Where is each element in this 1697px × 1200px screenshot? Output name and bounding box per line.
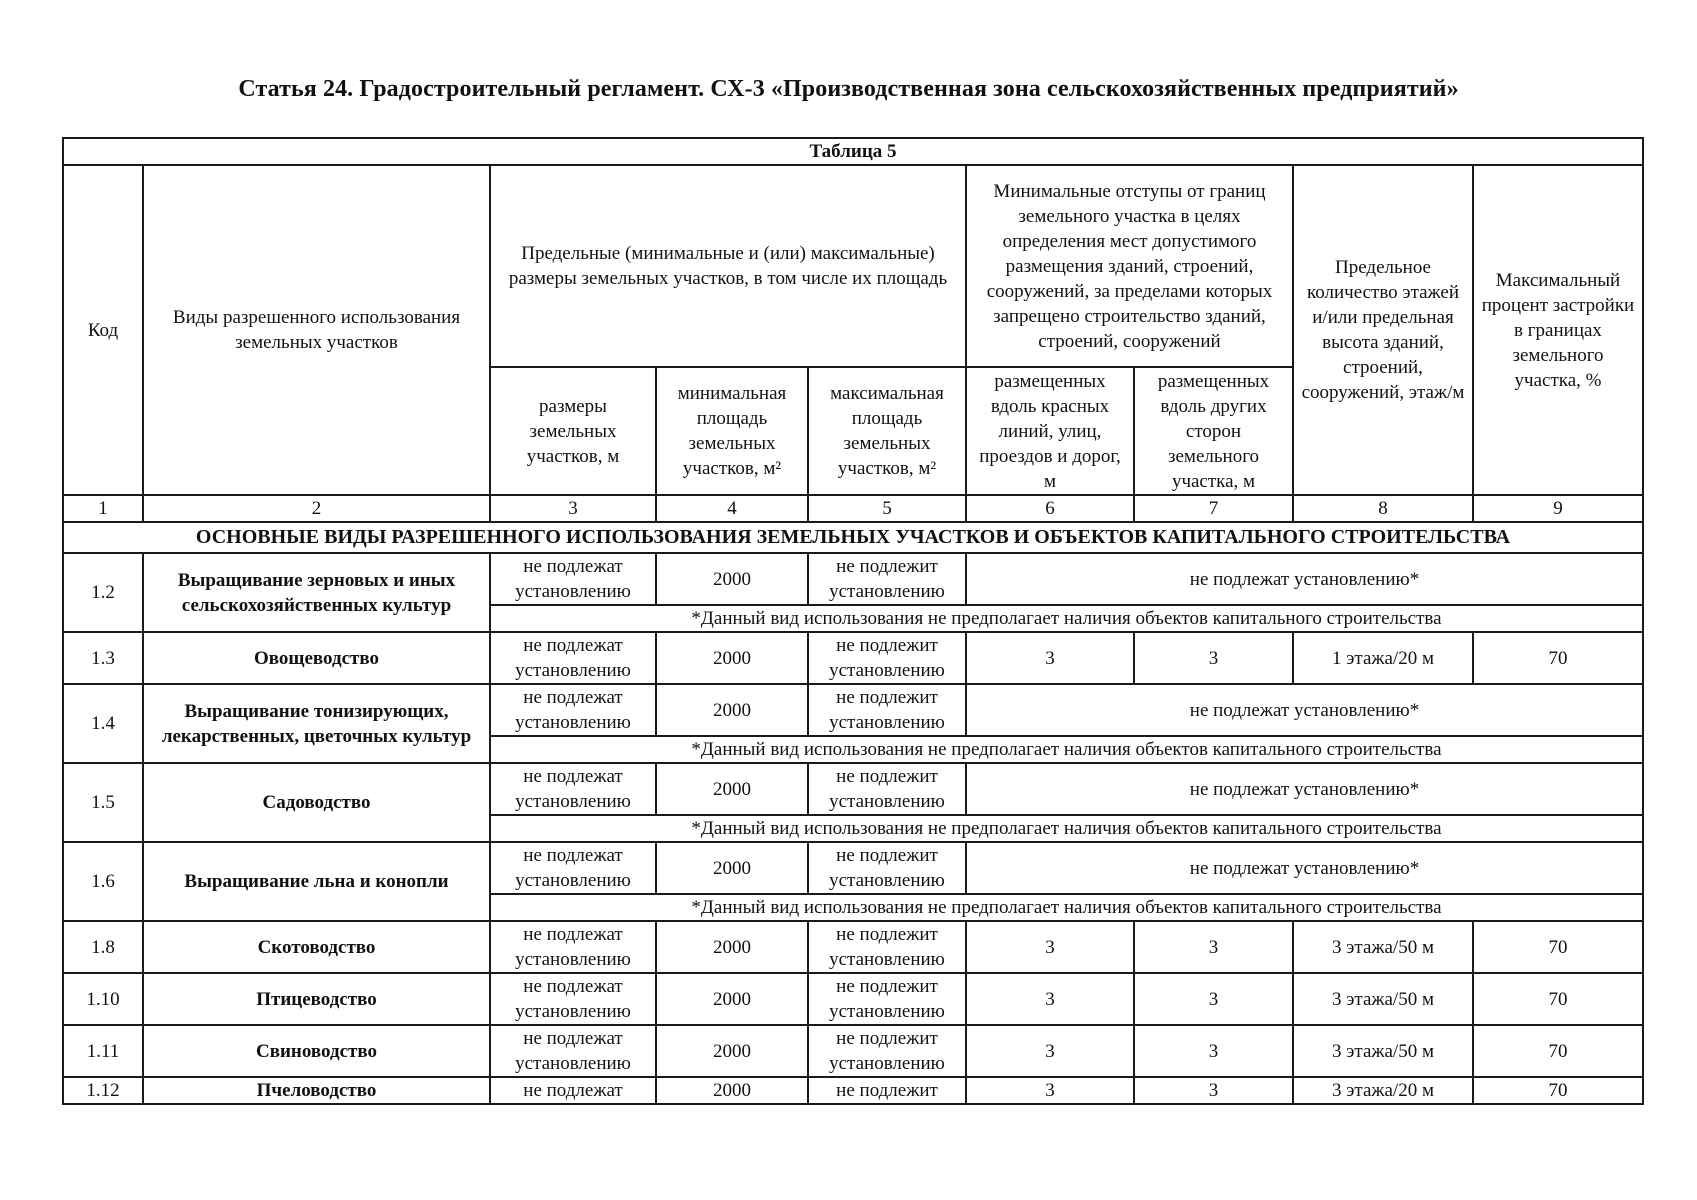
row-use-name: Пчеловодство <box>143 1077 490 1104</box>
plot-size-value: не подлежат установлению <box>490 684 656 736</box>
max-area-value: не подлежит <box>808 1077 966 1104</box>
plot-size-value: не подлежат установлению <box>490 842 656 894</box>
plot-size-value: не подлежат установлению <box>490 553 656 605</box>
setback-other-value: 3 <box>1134 921 1293 973</box>
row-note: *Данный вид использования не предполагает наличия объектов капитального строительства <box>490 736 1643 763</box>
min-area-value: 2000 <box>656 921 808 973</box>
merged-parameters: не подлежат установлению* <box>966 763 1643 815</box>
max-area-value: не подлежит установлению <box>808 632 966 684</box>
header-plot-size: размеры земельных участков, м <box>490 367 656 495</box>
max-area-value: не подлежит установлению <box>808 921 966 973</box>
row-note: *Данный вид использования не предполагает наличия объектов капитального строительства <box>490 815 1643 842</box>
header-code: Код <box>63 165 143 495</box>
column-number: 1 <box>63 495 143 522</box>
row-use-name: Птицеводство <box>143 973 490 1025</box>
coverage-value: 70 <box>1473 921 1643 973</box>
section-heading: ОСНОВНЫЕ ВИДЫ РАЗРЕШЕННОГО ИСПОЛЬЗОВАНИЯ ЗЕМЕЛЬНЫХ УЧАСТКОВ И ОБЪЕКТОВ КАПИТАЛЬНОГО СТРОИТЕЛЬСТВА <box>63 522 1643 553</box>
header-setback-other: размещенных вдоль других сторон земельного участка, м <box>1134 367 1293 495</box>
row-code: 1.10 <box>63 973 143 1025</box>
setback-other-value: 3 <box>1134 973 1293 1025</box>
setback-red-value: 3 <box>966 973 1134 1025</box>
max-area-value: не подлежит установлению <box>808 763 966 815</box>
row-code: 1.3 <box>63 632 143 684</box>
setback-red-value: 3 <box>966 1025 1134 1077</box>
row-code: 1.11 <box>63 1025 143 1077</box>
max-area-value: не подлежит установлению <box>808 684 966 736</box>
min-area-value: 2000 <box>656 632 808 684</box>
header-coverage: Максимальный процент застройки в границах земельного участка, % <box>1473 165 1643 495</box>
merged-parameters: не подлежат установлению* <box>966 684 1643 736</box>
plot-size-value: не подлежат установлению <box>490 921 656 973</box>
header-use: Виды разрешенного использования земельных участков <box>143 165 490 495</box>
floors-value: 3 этажа/50 м <box>1293 1025 1473 1077</box>
plot-size-value: не подлежат установлению <box>490 973 656 1025</box>
row-use-name: Выращивание зерновых и иных сельскохозяйственных культур <box>143 553 490 632</box>
min-area-value: 2000 <box>656 763 808 815</box>
max-area-value: не подлежит установлению <box>808 1025 966 1077</box>
coverage-value: 70 <box>1473 1077 1643 1104</box>
plot-size-value: не подлежат установлению <box>490 1025 656 1077</box>
row-use-name: Выращивание льна и конопли <box>143 842 490 921</box>
setback-red-value: 3 <box>966 921 1134 973</box>
floors-value: 3 этажа/50 м <box>1293 973 1473 1025</box>
row-note: *Данный вид использования не предполагает наличия объектов капитального строительства <box>490 894 1643 921</box>
floors-value: 3 этажа/50 м <box>1293 921 1473 973</box>
min-area-value: 2000 <box>656 1025 808 1077</box>
row-use-name: Свиноводство <box>143 1025 490 1077</box>
setback-other-value: 3 <box>1134 1025 1293 1077</box>
setback-other-value: 3 <box>1134 1077 1293 1104</box>
min-area-value: 2000 <box>656 973 808 1025</box>
plot-size-value: не подлежат установлению <box>490 763 656 815</box>
row-code: 1.2 <box>63 553 143 632</box>
header-min-area: минимальная площадь земельных участков, м² <box>656 367 808 495</box>
header-setback-group: Минимальные отступы от границ земельного участка в целях определения мест допустимого размещения зданий, строений, сооружений, за пределами которых запрещено строительство зданий, строений, сооружений <box>966 165 1293 367</box>
table-caption: Таблица 5 <box>63 138 1643 165</box>
page-title: Статья 24. Градостроительный регламент. СХ-3 «Производственная зона сельскохозяйственных предприятий» <box>238 76 1459 102</box>
min-area-value: 2000 <box>656 684 808 736</box>
max-area-value: не подлежит установлению <box>808 842 966 894</box>
coverage-value: 70 <box>1473 973 1643 1025</box>
floors-value: 3 этажа/20 м <box>1293 1077 1473 1104</box>
column-number: 7 <box>1134 495 1293 522</box>
plot-size-value: не подлежат установлению <box>490 632 656 684</box>
floors-value: 1 этажа/20 м <box>1293 632 1473 684</box>
row-note: *Данный вид использования не предполагает наличия объектов капитального строительства <box>490 605 1643 632</box>
column-number: 9 <box>1473 495 1643 522</box>
row-code: 1.6 <box>63 842 143 921</box>
setback-other-value: 3 <box>1134 632 1293 684</box>
merged-parameters: не подлежат установлению* <box>966 842 1643 894</box>
min-area-value: 2000 <box>656 842 808 894</box>
row-use-name: Овощеводство <box>143 632 490 684</box>
coverage-value: 70 <box>1473 632 1643 684</box>
header-max-area: максимальная площадь земельных участков, м² <box>808 367 966 495</box>
header-setback-red: размещенных вдоль красных линий, улиц, проездов и дорог, м <box>966 367 1134 495</box>
row-use-name: Выращивание тонизирующих, лекарственных, цветочных культур <box>143 684 490 763</box>
column-number: 3 <box>490 495 656 522</box>
setback-red-value: 3 <box>966 632 1134 684</box>
min-area-value: 2000 <box>656 553 808 605</box>
merged-parameters: не подлежат установлению* <box>966 553 1643 605</box>
column-number: 2 <box>143 495 490 522</box>
max-area-value: не подлежит установлению <box>808 553 966 605</box>
row-use-name: Садоводство <box>143 763 490 842</box>
header-floors: Предельное количество этажей и/или предельная высота зданий, строений, сооружений, этаж/м <box>1293 165 1473 495</box>
row-code: 1.4 <box>63 684 143 763</box>
min-area-value: 2000 <box>656 1077 808 1104</box>
row-use-name: Скотоводство <box>143 921 490 973</box>
setback-red-value: 3 <box>966 1077 1134 1104</box>
column-number: 8 <box>1293 495 1473 522</box>
coverage-value: 70 <box>1473 1025 1643 1077</box>
column-number: 5 <box>808 495 966 522</box>
plot-size-value: не подлежат <box>490 1077 656 1104</box>
header-plot-group: Предельные (минимальные и (или) максимальные) размеры земельных участков, в том числе их площадь <box>490 165 966 367</box>
column-number: 6 <box>966 495 1134 522</box>
regulation-table <box>62 137 1644 1105</box>
row-code: 1.5 <box>63 763 143 842</box>
max-area-value: не подлежит установлению <box>808 973 966 1025</box>
column-number: 4 <box>656 495 808 522</box>
row-code: 1.12 <box>63 1077 143 1104</box>
row-code: 1.8 <box>63 921 143 973</box>
